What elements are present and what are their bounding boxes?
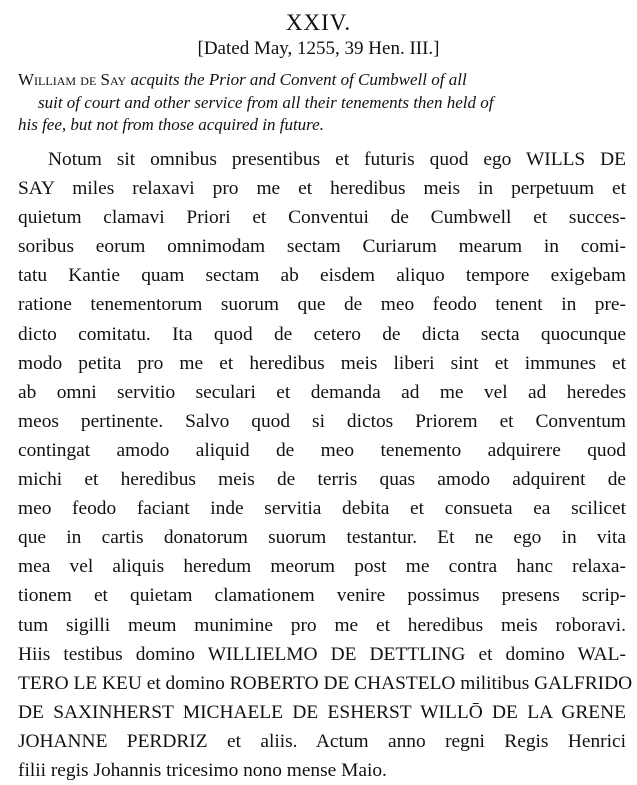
body-line: meo feodo faciant inde servitia debita et consueta ea scilicet (18, 498, 626, 520)
body-line: meos pertinente. Salvo quod si dictos Priorem et Conventum (18, 410, 626, 432)
body-line: DE SAXINHERST MICHAELE DE ESHERST WILLŌ DE LA GRENE (18, 701, 626, 723)
charter-date: [Dated May, 1255, 39 Hen. III.] (197, 38, 440, 59)
body-line: TERO LE KEU et domino ROBERTO DE CHASTELO militibus GALFRIDO (18, 672, 633, 694)
body-line: modo petita pro me et heredibus meis liberi sint et immunes et (18, 352, 626, 374)
charter-number: XXIV. (285, 10, 352, 35)
body-line: ab omni servitio seculari et demanda ad me vel ad heredes (18, 381, 626, 403)
body-line: ratione tenementorum suorum que de meo feodo tenent in pre- (18, 294, 626, 316)
body-line: Notum sit omnibus presentibus et futuris quod ego WILLS DE (48, 149, 626, 170)
body-line: tum sigilli meum munimine pro me et heredibus meis roboravi. (18, 614, 626, 636)
summary-line-3: his fee, but not from those acquired in future. (18, 115, 324, 134)
body-line: filii regis Johannis tricesimo nono mense Maio. (18, 759, 387, 781)
body-line: Hiis testibus domino WILLIELMO DE DETTLING et domino WAL- (18, 643, 626, 665)
summary-line-1 (18, 69, 628, 92)
body-line: SAY miles relaxavi pro me et heredibus meis in perpetuum et (18, 178, 626, 200)
body-line: michi et heredibus meis de terris quas amodo adquirent de (18, 469, 626, 491)
body-line: quietum clamavi Priori et Conventui de Cumbwell et succes- (18, 207, 626, 229)
summary-line-2: suit of court and other service from all their tenements then held of (38, 92, 494, 112)
body-line: JOHANNE PERDRIZ et aliis. Actum anno regni Regis Henrici (18, 730, 626, 752)
charter-body (18, 145, 633, 785)
body-line: tionem et quietam clamationem venire possimus presens scrip- (18, 585, 626, 607)
body-line: tatu Kantie quam sectam ab eisdem aliquo tempore exigebam (18, 265, 626, 287)
body-line: dicto comitatu. Ita quod de cetero de dicta secta quocunque (18, 323, 626, 345)
body-line: contingat amodo aliquid de meo tenemento adquirere quod (18, 439, 626, 461)
charter-summary (18, 69, 628, 137)
summary-name: William de Say (18, 70, 127, 89)
summary-line-1-text: acquits the Prior and Convent of Cumbwell of all (126, 70, 467, 89)
body-line: soribus eorum omnimodam sectam Curiarum mearum in comi- (18, 236, 626, 258)
body-line: mea vel aliquis heredum meorum post me contra hanc relaxa- (18, 556, 626, 578)
body-line: que in cartis donatorum suorum testantur. Et ne ego in vita (18, 527, 626, 549)
